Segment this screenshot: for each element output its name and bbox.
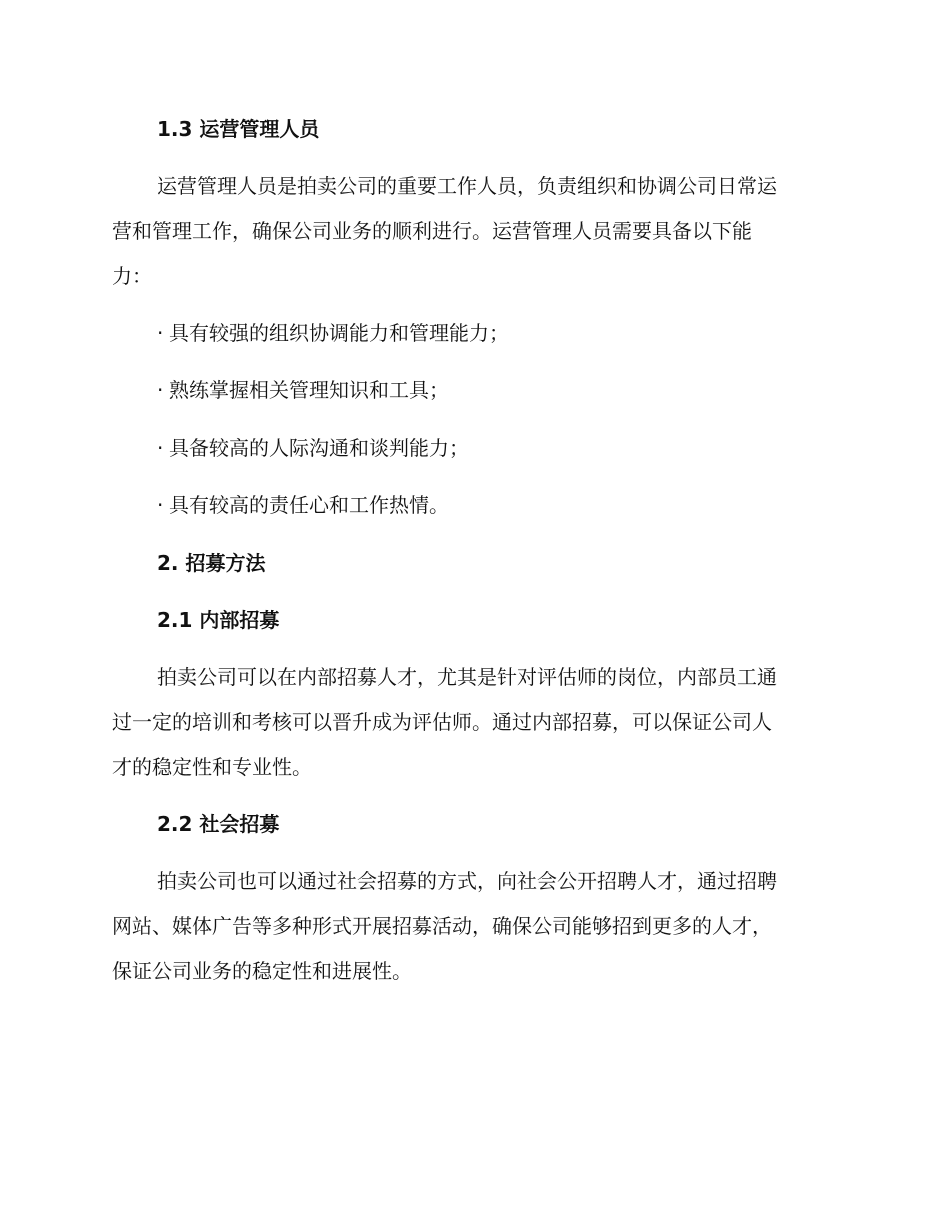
bullet-text: 具备较高的人际沟通和谈判能力； xyxy=(169,436,469,460)
paragraph-line: 过一定的培训和考核可以晋升成为评估师。通过内部招募，可以保证公司人 xyxy=(112,710,772,734)
paragraph-line: 营和管理工作，确保公司业务的顺利进行。运营管理人员需要具备以下能 xyxy=(112,219,752,243)
bullet-item xyxy=(157,311,877,356)
heading-1-3: 1.3 运营管理人员 xyxy=(157,117,320,141)
paragraph-internal-recruitment xyxy=(112,655,832,790)
heading-2-1: 2.1 内部招募 xyxy=(157,608,280,632)
paragraph-operations-staff xyxy=(112,164,832,299)
bullet-marker: · xyxy=(157,493,164,517)
bullet-text: 具有较高的责任心和工作热情。 xyxy=(169,493,449,517)
paragraph-line: 保证公司业务的稳定性和进展性。 xyxy=(112,959,412,983)
bullet-marker: · xyxy=(157,436,164,460)
paragraph-line: 拍卖公司可以在内部招募人才，尤其是针对评估师的岗位，内部员工通 xyxy=(157,665,777,689)
heading-2: 2. 招募方法 xyxy=(157,551,266,575)
bullet-marker: · xyxy=(157,321,164,345)
bullet-text: 具有较强的组织协调能力和管理能力； xyxy=(169,321,509,345)
paragraph-line: 才的稳定性和专业性。 xyxy=(112,755,312,779)
bullet-item xyxy=(157,483,877,528)
bullet-item xyxy=(157,426,877,471)
bullet-marker: · xyxy=(157,378,164,402)
paragraph-social-recruitment xyxy=(112,859,832,994)
bullet-text: 熟练掌握相关管理知识和工具； xyxy=(169,378,449,402)
bullet-item xyxy=(157,368,877,413)
paragraph-line: 运营管理人员是拍卖公司的重要工作人员，负责组织和协调公司日常运 xyxy=(157,174,777,198)
paragraph-line: 拍卖公司也可以通过社会招募的方式，向社会公开招聘人才，通过招聘 xyxy=(157,869,777,893)
paragraph-line: 力： xyxy=(112,264,152,288)
heading-2-2: 2.2 社会招募 xyxy=(157,812,280,836)
paragraph-line: 网站、媒体广告等多种形式开展招募活动，确保公司能够招到更多的人才， xyxy=(112,914,772,938)
